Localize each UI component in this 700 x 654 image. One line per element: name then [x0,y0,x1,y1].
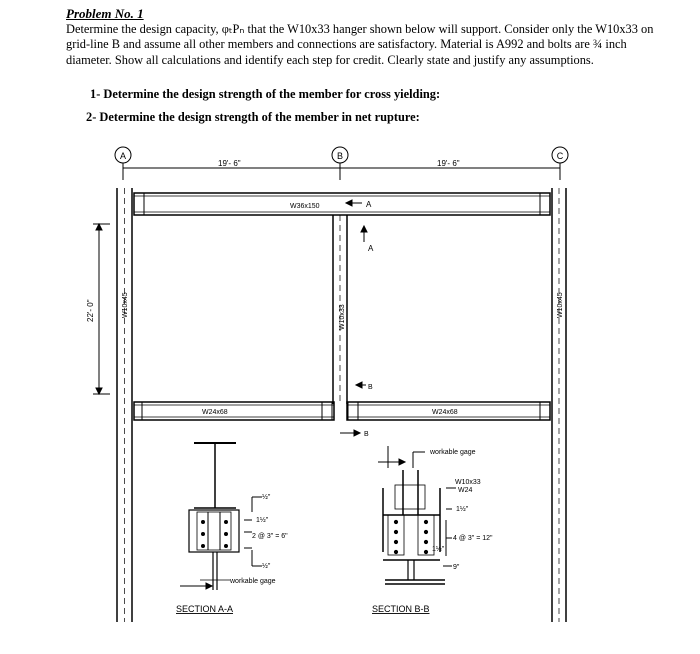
question-2: 2- Determine the design strength of the member in net rupture: [86,110,420,124]
section-b-edge-top: 1½" [456,506,469,513]
svg-text:A: A [119,151,127,161]
section-a-detail [180,443,262,590]
section-b-member-top: W10x33 [455,479,481,486]
bottom-beam-left [134,402,334,420]
section-b-title: SECTION B-B [372,604,430,614]
section-b-bottom: 9" [453,564,460,571]
section-b-member-bottom: W24 [458,487,473,494]
grid-bubble-b [332,147,348,163]
section-b-detail [378,446,456,584]
problem-title: Problem No. 1 [66,6,144,21]
bottom-beam-left-label: W24x68 [202,409,228,416]
section-a-half-top: ½" [262,494,271,501]
dim-bc: 19'- 6" [437,159,460,168]
section-mark-a-upper: A [366,200,372,209]
section-mark-b-lower: B [364,431,369,438]
section-a-half-bottom: ½" [262,563,271,570]
bottom-beam-right-label: W24x68 [432,409,458,416]
section-b-gage-note: workable gage [430,449,476,456]
section-a-gage-note: workable gage [230,578,276,585]
section-b-edge-side: 1½" [432,546,445,553]
svg-text:B: B [336,151,344,161]
grid-bubble-c [552,147,568,163]
right-column [552,188,566,622]
section-a-spacing: 2 @ 3" = 6" [252,533,288,540]
dim-ab: 19'- 6" [218,159,241,168]
section-mark-b-upper: B [368,384,373,391]
section-a-edge: 1½" [256,517,269,524]
dim-height: 22'- 0" [86,299,95,322]
top-beam-label: W36x150 [290,203,320,210]
left-column-label: W10x45 [122,292,129,318]
left-column [117,188,132,622]
hanger-label: W10x33 [339,304,346,330]
top-beam [134,193,550,215]
question-1: 1- Determine the design strength of the member for cross yielding: [90,87,441,101]
section-b-spacing: 4 @ 3" = 12" [453,535,493,542]
problem-statement: Determine the design capacity, φₜPₙ that the W10x33 hanger shown below will support. Consider only the W10x33 on grid-line B and assume all other members and connections are satisfactory. Material is A992 and bolts are ¾ inch diameter. Show all calculations and identify each step for credit. Clearly state and justify any assumptions. [66,22,654,67]
grid-bubble-a [115,147,131,163]
section-mark-a-lower: A [368,244,374,253]
section-a-title: SECTION A-A [176,604,234,614]
svg-text:C: C [556,151,564,161]
right-column-label: W10x45 [557,292,564,318]
